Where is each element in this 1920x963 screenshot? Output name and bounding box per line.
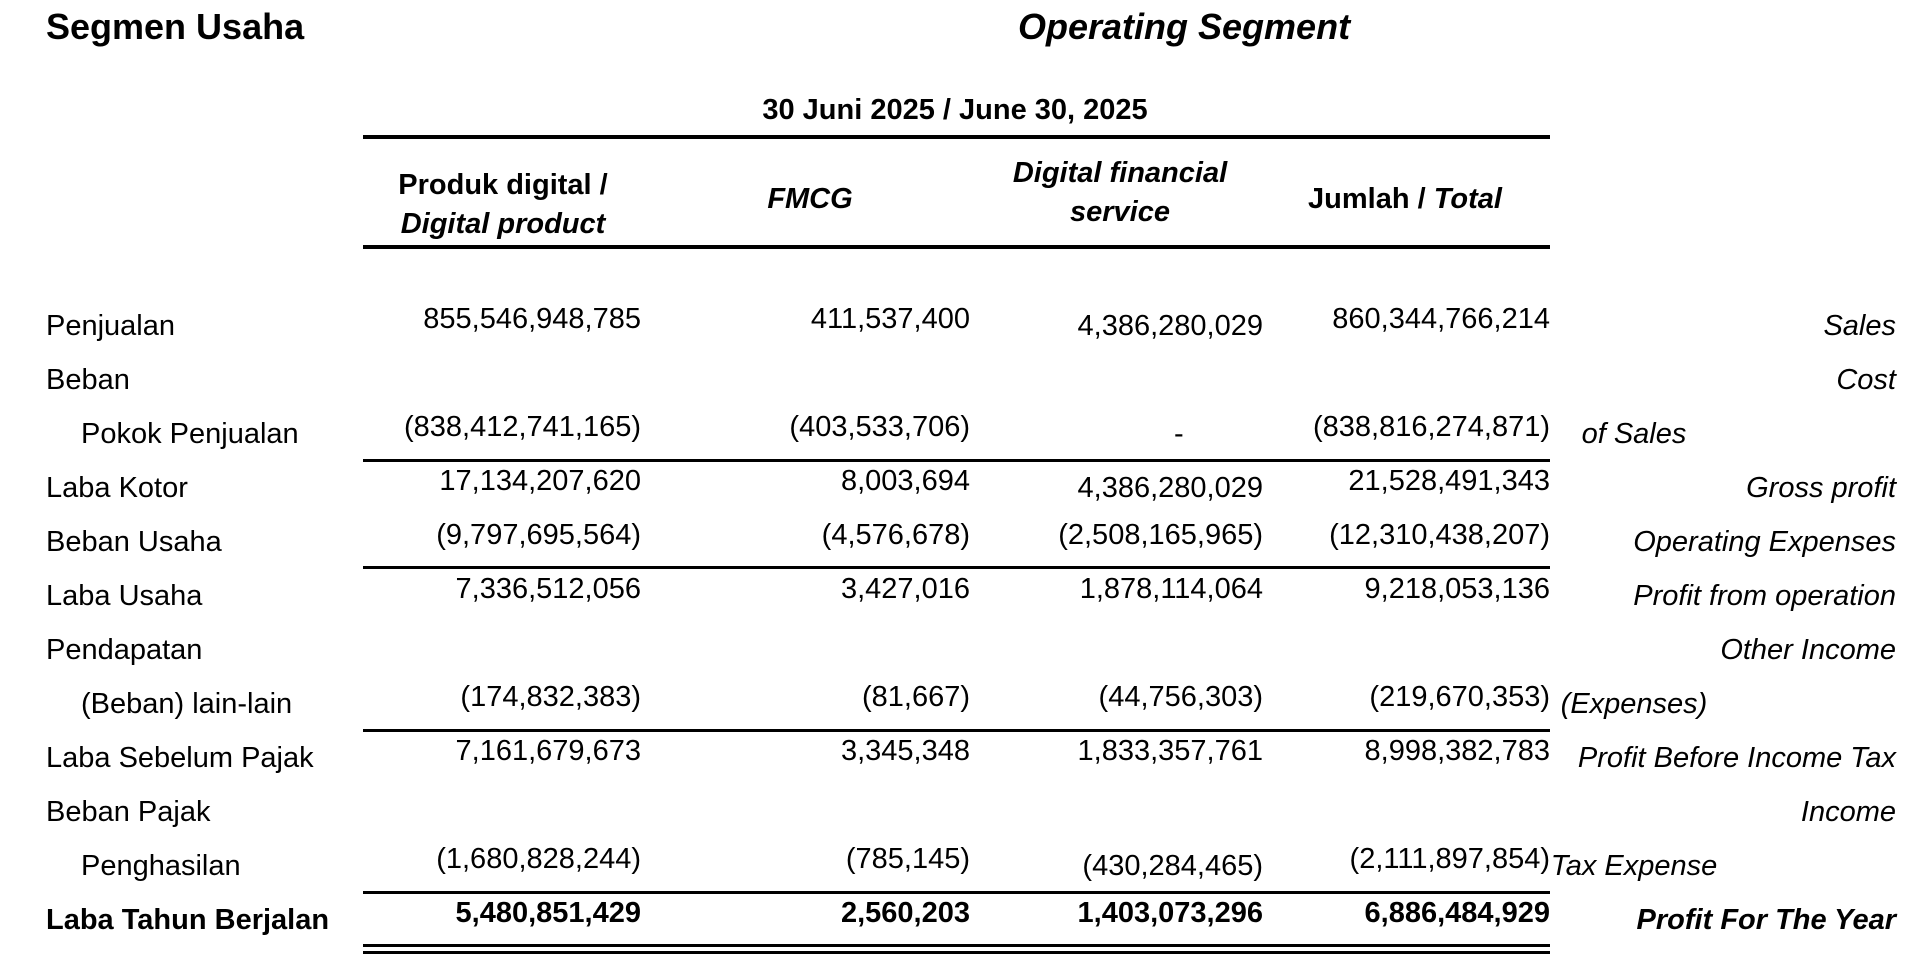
row-label-laba-sebelum-pajak: Laba Sebelum Pajak	[46, 742, 314, 774]
cell-pretax-digital-product: 7,161,679,673	[455, 735, 641, 767]
cell-opex-total: (12,310,438,207)	[1329, 519, 1550, 551]
row-label-sales: Sales	[1823, 310, 1896, 342]
cell-gross-digital-financial: 4,386,280,029	[1077, 472, 1263, 504]
page-title-indonesian: Segmen Usaha	[46, 6, 305, 47]
row-label-beban-lain-lain: (Beban) lain-lain	[81, 688, 293, 720]
cell-tax-digital-product: (1,680,828,244)	[436, 843, 641, 875]
row-label-penjualan: Penjualan	[46, 310, 175, 342]
subtotal-rule-gross	[363, 459, 1550, 462]
cell-opex-digital-financial: (2,508,165,965)	[1058, 519, 1263, 551]
cell-net-total: 6,886,484,929	[1364, 897, 1550, 929]
row-label-penghasilan: Penghasilan	[81, 850, 241, 882]
cell-pretax-total: 8,998,382,783	[1364, 735, 1550, 767]
row-label-profit-from-operation: Profit from operation	[1633, 580, 1896, 612]
subtotal-rule-pretax	[363, 729, 1550, 732]
header-top-rule	[363, 135, 1550, 139]
cell-pretax-digital-financial: 1,833,357,761	[1077, 735, 1263, 767]
cell-opprofit-digital-product: 7,336,512,056	[455, 573, 641, 605]
cell-opprofit-fmcg: 3,427,016	[840, 573, 970, 605]
page-title-english: Operating Segment	[1018, 6, 1351, 47]
cell-pretax-fmcg: 3,345,348	[840, 735, 970, 767]
row-label-laba-kotor: Laba Kotor	[46, 472, 188, 504]
row-label-gross-profit: Gross profit	[1746, 472, 1896, 504]
period-heading: 30 Juni 2025 / June 30, 2025	[762, 94, 1148, 126]
row-label-pendapatan: Pendapatan	[46, 634, 203, 666]
double-rule-bottom	[363, 951, 1550, 954]
column-header-fmcg: FMCG	[767, 182, 853, 215]
cell-penjualan-total: 860,344,766,214	[1332, 303, 1550, 335]
cell-penjualan-fmcg: 411,537,400	[810, 303, 970, 335]
cell-opprofit-total: 9,218,053,136	[1364, 573, 1550, 605]
column-header-digital-product: Produk digital / Digital product	[398, 169, 608, 240]
row-label-of-sales: of Sales	[1581, 418, 1687, 450]
row-label-tax-expense: Tax Expense	[1550, 850, 1718, 882]
row-label-cost: Cost	[1836, 364, 1896, 396]
row-label-laba-usaha: Laba Usaha	[46, 580, 203, 612]
cell-tax-total: (2,111,897,854)	[1349, 843, 1550, 875]
cell-cogs-fmcg: (403,533,706)	[789, 411, 970, 443]
row-label-other-income: Other Income	[1720, 634, 1896, 666]
subtotal-rule-operating	[363, 566, 1550, 569]
cell-gross-fmcg: 8,003,694	[840, 465, 970, 497]
cell-other-digital-financial: (44,756,303)	[1098, 681, 1263, 713]
cell-opex-fmcg: (4,576,678)	[821, 519, 970, 551]
cell-opex-digital-product: (9,797,695,564)	[436, 519, 641, 551]
cell-other-digital-product: (174,832,383)	[460, 681, 641, 713]
row-label-beban-usaha: Beban Usaha	[46, 526, 222, 558]
column-header-digital-financial-service: Digital financial service	[1012, 157, 1228, 228]
cell-opprofit-digital-financial: 1,878,114,064	[1079, 573, 1263, 605]
row-label-profit-before-tax: Profit Before Income Tax	[1577, 742, 1896, 774]
cell-net-digital-product: 5,480,851,429	[455, 897, 641, 929]
cell-penjualan-digital-financial: 4,386,280,029	[1077, 310, 1263, 342]
row-label-expenses: (Expenses)	[1560, 688, 1708, 720]
row-label-beban: Beban	[46, 364, 130, 396]
cell-cogs-digital-financial: -	[1174, 418, 1184, 450]
cell-gross-digital-product: 17,134,207,620	[439, 465, 641, 497]
cell-cogs-total: (838,816,274,871)	[1312, 411, 1550, 443]
row-label-income: Income	[1800, 796, 1896, 828]
row-label-operating-expenses: Operating Expenses	[1633, 526, 1896, 558]
column-header-total: Jumlah / Total	[1308, 182, 1502, 215]
cell-tax-digital-financial: (430,284,465)	[1082, 850, 1263, 882]
cell-other-total: (219,670,353)	[1369, 681, 1550, 713]
row-label-profit-for-the-year: Profit For The Year	[1636, 904, 1896, 936]
cell-net-fmcg: 2,560,203	[840, 897, 970, 929]
cell-gross-total: 21,528,491,343	[1348, 465, 1550, 497]
double-rule-top	[363, 944, 1550, 947]
cell-other-fmcg: (81,667)	[861, 681, 970, 713]
subtotal-rule-net	[363, 891, 1550, 894]
row-label-pokok-penjualan: Pokok Penjualan	[81, 418, 299, 450]
cell-net-digital-financial: 1,403,073,296	[1077, 897, 1263, 929]
row-label-beban-pajak: Beban Pajak	[46, 796, 211, 828]
cell-penjualan-digital-product: 855,546,948,785	[423, 303, 641, 335]
cell-tax-fmcg: (785,145)	[845, 843, 970, 875]
row-label-laba-tahun-berjalan: Laba Tahun Berjalan	[46, 904, 330, 936]
cell-cogs-digital-product: (838,412,741,165)	[403, 411, 641, 443]
